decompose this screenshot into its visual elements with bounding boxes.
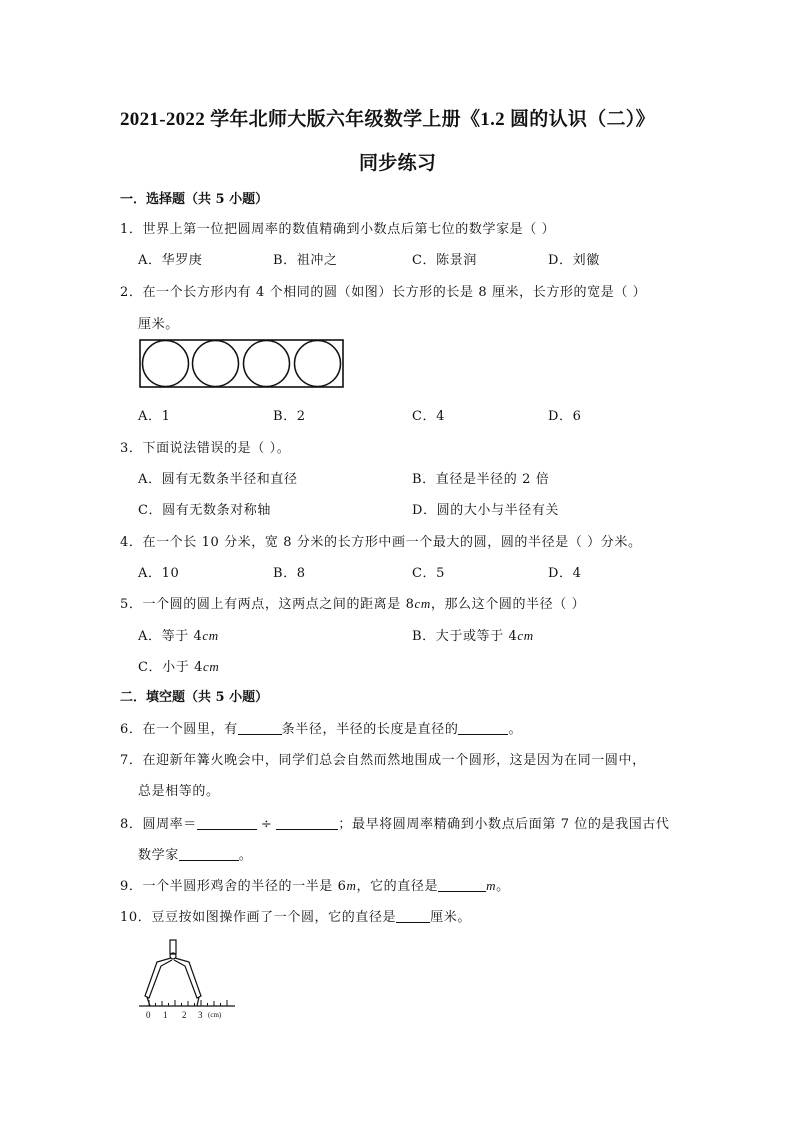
q5-option-a-text: A．等于 4 — [138, 629, 203, 644]
q3-option-a: A．圆有无数条半径和直径 — [138, 472, 298, 487]
q9-text-middle: ，它的直径是 — [356, 879, 439, 894]
page-subtitle: 同步练习 — [359, 153, 437, 174]
q5-text-end: ，那么这个圆的半径（ ） — [430, 597, 586, 612]
q5-text-start: 5．一个圆的圆上有两点，这两点之间的距离是 8 — [120, 597, 415, 612]
q5-option-c-text: C．小于 4 — [138, 660, 203, 675]
circle-4 — [295, 341, 341, 387]
q4-option-b: B．8 — [273, 566, 306, 581]
q6-blank-1[interactable] — [238, 722, 282, 735]
q9-unit-2: m — [486, 878, 497, 893]
section-heading-fill: 二．填空题（共 5 小题） — [120, 690, 269, 705]
q2-option-b: B．2 — [273, 409, 306, 424]
question-8-line-2 — [138, 844, 252, 863]
rectangle-shape — [140, 340, 343, 387]
q5-option-b-text: B．大于或等于 4 — [412, 629, 518, 644]
ruler-ticks — [149, 1000, 227, 1006]
q4-option-d: D．4 — [548, 566, 582, 581]
q5-option-b — [412, 625, 534, 644]
ruler-label-3: 3 — [198, 1010, 203, 1020]
q1-option-d: D．刘徽 — [548, 253, 600, 268]
q9-blank[interactable] — [438, 879, 486, 892]
q2-option-d: D．6 — [548, 409, 582, 424]
q3-option-b: B．直径是半径的 2 倍 — [412, 472, 550, 487]
q6-text-start: 6．在一个圆里，有 — [120, 722, 238, 737]
q4-option-c: C．5 — [412, 566, 446, 581]
q5-option-a — [138, 625, 219, 644]
question-2-line-1: 2．在一个长方形内有 4 个相同的圆（如图）长方形的长是 8 厘米，长方形的宽是（ ） — [120, 285, 647, 300]
q8-blank-3[interactable] — [179, 848, 239, 861]
q1-option-a: A．华罗庚 — [138, 253, 203, 268]
question-2-line-2: 厘米。 — [138, 317, 179, 332]
compass-right-leg — [174, 958, 201, 998]
question-6 — [120, 718, 522, 737]
question-5 — [120, 593, 585, 612]
question-7-line-1: 7．在迎新年篝火晚会中，同学们总会自然而然地围成一个圆形，这是因为在同一圆中， — [120, 753, 646, 768]
q2-option-c: C．4 — [412, 409, 446, 424]
circle-1 — [143, 341, 189, 387]
compass-left-leg — [145, 958, 172, 998]
q5-option-c — [138, 656, 219, 675]
q5-option-a-unit: cm — [202, 628, 219, 643]
ruler-unit-label: (cm) — [208, 1011, 222, 1019]
q8-divide-sign: ÷ — [260, 817, 273, 832]
q8-text-end: ；最早将圆周率精确到小数点后面第 7 位的是我国古代 — [338, 817, 670, 832]
question-7-line-2: 总是相等的。 — [138, 784, 220, 799]
q5-option-c-unit: cm — [202, 659, 220, 674]
q5-unit: cm — [414, 596, 431, 611]
q8-line2-text: 数学家 — [138, 848, 179, 863]
question-3: 3．下面说法错误的是（ ）。 — [120, 441, 291, 456]
q3-option-c: C．圆有无数条对称轴 — [138, 503, 271, 518]
q3-option-d: D．圆的大小与半径有关 — [412, 503, 560, 518]
q6-blank-2[interactable] — [458, 722, 508, 735]
q1-option-b: B．祖冲之 — [273, 253, 338, 268]
q9-text-end: 。 — [496, 879, 510, 894]
q8-blank-2[interactable] — [276, 817, 338, 830]
q8-line2-end: 。 — [238, 848, 253, 863]
question-10 — [120, 906, 471, 925]
page-title: 2021-2022 学年北师大版六年级数学上册《1.2 圆的认识（二）》 — [120, 109, 655, 130]
question-8-line-1 — [120, 813, 670, 832]
q10-text-end: 厘米。 — [430, 910, 471, 925]
question-4: 4．在一个长 10 分米，宽 8 分米的长方形中画一个最大的圆，圆的半径是（ ）分米。 — [120, 535, 642, 550]
circle-2 — [193, 341, 239, 387]
q6-text-end: 。 — [508, 722, 523, 737]
q9-unit-1: m — [346, 878, 357, 893]
ruler-label-1: 1 — [163, 1010, 168, 1020]
ruler-label-0: 0 — [146, 1010, 151, 1020]
question-1: 1．世界上第一位把圆周率的数值精确到小数点后第七位的数学家是（ ） — [120, 222, 556, 237]
q10-text-start: 10．豆豆按如图操作画了一个圆，它的直径是 — [120, 910, 397, 925]
q6-text-middle: 条半径，半径的长度是直径的 — [281, 722, 459, 737]
q8-blank-1[interactable] — [197, 817, 257, 830]
compass-handle — [170, 940, 176, 954]
q10-blank[interactable] — [396, 910, 430, 923]
q4-option-a: A．10 — [138, 566, 180, 581]
q1-option-c: C．陈景润 — [412, 253, 477, 268]
circle-3 — [244, 341, 290, 387]
section-heading-choice: 一．选择题（共 5 小题） — [120, 192, 269, 207]
four-circles-rectangle-figure — [138, 338, 346, 390]
q5-option-b-unit: cm — [517, 628, 534, 643]
question-9 — [120, 875, 510, 894]
q2-option-a: A．1 — [138, 409, 171, 424]
ruler-label-2: 2 — [182, 1010, 187, 1020]
q8-text-start: 8．圆周率＝ — [120, 817, 197, 832]
q9-text-start: 9．一个半圆形鸡舍的半径的一半是 6 — [120, 879, 347, 894]
